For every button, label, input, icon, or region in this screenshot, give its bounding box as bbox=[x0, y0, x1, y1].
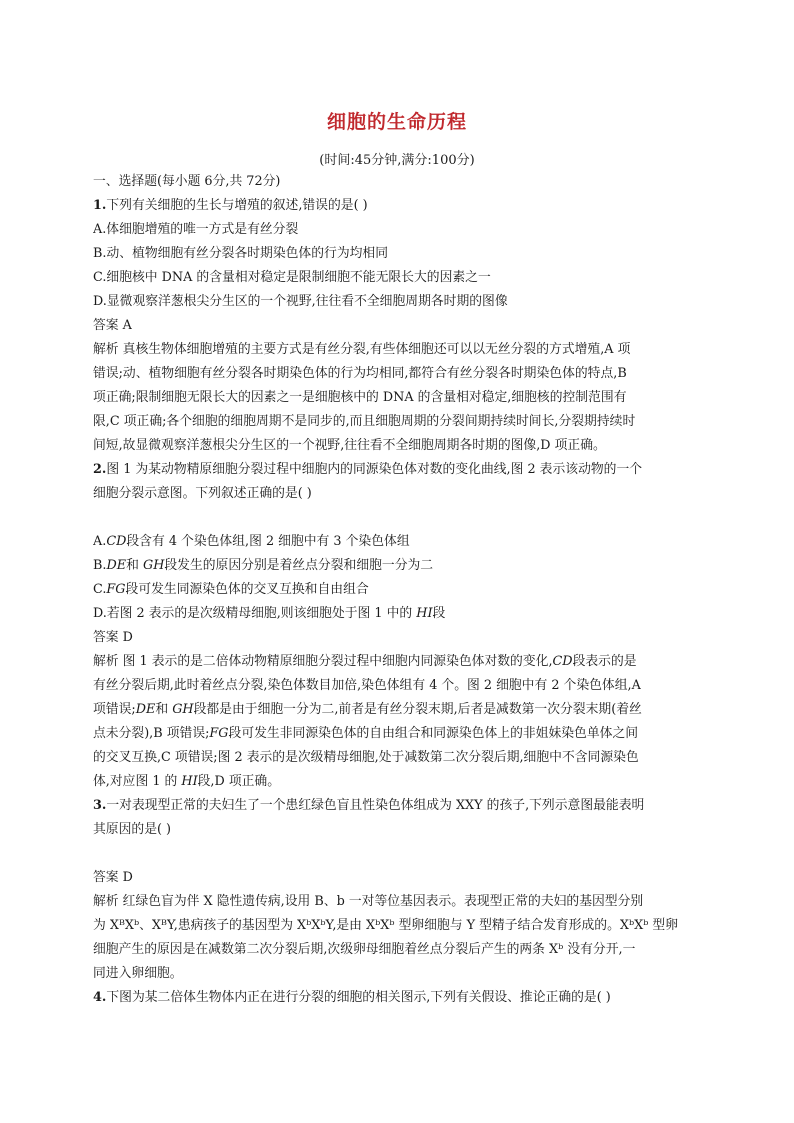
question-1-analysis-line: 间短,故显微观察洋葱根尖分生区的一个视野,往往看不全细胞周期各时期的图像,D 项正确。 bbox=[93, 438, 606, 453]
question-3-analysis-line: 为 XᴮXᵇ、XᴮY,患病孩子的基因型为 XᵇXᵇY,是由 XᵇXᵇ 型卵细胞与 Y 型精子结合发育形成的。XᵇXᵇ 型卵 bbox=[93, 918, 679, 933]
question-1-answer: 答案 A bbox=[93, 318, 132, 333]
question-2-option-a: A.CD段含有 4 个染色体组,图 2 细胞中有 3 个染色体组 bbox=[93, 534, 410, 549]
question-text: 下图为某二倍体生物体内正在进行分裂的细胞的相关图示,下列有关假设、推论正确的是( ) bbox=[106, 990, 611, 1005]
figure-space bbox=[93, 842, 705, 866]
question-3-analysis-line: 细胞产生的原因是在减数第二次分裂后期,次级卵母细胞着丝点分裂后产生的两条 Xᵇ 没有分开,一 bbox=[93, 942, 636, 957]
question-number: 3. bbox=[93, 798, 107, 813]
question-1-analysis-line: 错误;动、植物细胞有丝分裂各时期染色体的行为均相同,都符合有丝分裂各时期染色体的特点,B bbox=[93, 366, 627, 381]
question-2-analysis-line: 项错误;DE和 GH段都是由于细胞一分为二,前者是有丝分裂末期,后者是减数第一次分裂末期(着丝 bbox=[93, 702, 642, 717]
question-1-option-a: A.体细胞增殖的唯一方式是有丝分裂 bbox=[93, 222, 299, 237]
question-1-analysis-line: 项正确;限制细胞无限长大的因素之一是细胞核中的 DNA 的含量相对稳定,细胞核的控制范围有 bbox=[93, 390, 627, 405]
question-2-analysis-line: 点未分裂),B 项错误;FG段可发生非同源染色体的自由组合和同源染色体上的非姐妹染色单体之间 bbox=[93, 726, 639, 741]
document-body bbox=[93, 170, 705, 1010]
question-3-stem bbox=[93, 794, 705, 818]
question-1-option-b: B.动、植物细胞有丝分裂各时期染色体的行为均相同 bbox=[93, 246, 389, 261]
question-1-option-c: C.细胞核中 DNA 的含量相对稳定是限制细胞不能无限长大的因素之一 bbox=[93, 270, 491, 285]
question-2-analysis-line: 体,对应图 1 的 HI段,D 项正确。 bbox=[93, 774, 281, 789]
figure-space bbox=[93, 506, 705, 530]
page-subtitle: (时间:45分钟,满分:100分) bbox=[319, 153, 475, 168]
question-2-option-c: C.FG段可发生同源染色体的交叉互换和自由组合 bbox=[93, 582, 369, 597]
question-3-analysis-line: 解析 红绿色盲为伴 X 隐性遗传病,设用 B、b 一对等位基因表示。表现型正常的夫妇的基因型分别 bbox=[93, 894, 644, 909]
question-2-analysis-line: 解析 图 1 表示的是二倍体动物精原细胞分裂过程中细胞内同源染色体对数的变化,CD段表示的是 bbox=[93, 654, 637, 669]
question-1-option-d: D.显微观察洋葱根尖分生区的一个视野,往往看不全细胞周期各时期的图像 bbox=[93, 294, 508, 309]
question-2-analysis-line: 有丝分裂后期,此时着丝点分裂,染色体数目加倍,染色体组有 4 个。图 2 细胞中有 2 个染色体组,A bbox=[93, 678, 641, 693]
question-number: 4. bbox=[93, 990, 107, 1005]
question-text: 下列有关细胞的生长与增殖的叙述,错误的是( ) bbox=[106, 198, 368, 213]
question-text: 图 1 为某动物精原细胞分裂过程中细胞内的同源染色体对数的变化曲线,图 2 表示该动物的一个 bbox=[106, 462, 643, 477]
question-number: 2. bbox=[93, 462, 107, 477]
question-3-analysis-line: 同进入卵细胞。 bbox=[93, 966, 183, 981]
question-2-option-d: D.若图 2 表示的是次级精母细胞,则该细胞处于图 1 中的 HI段 bbox=[93, 606, 446, 621]
question-4-stem bbox=[93, 986, 705, 1010]
question-2-stem-continued: 细胞分裂示意图。下列叙述正确的是( ) bbox=[93, 486, 312, 501]
question-2-analysis-line: 的交叉互换,C 项错误;图 2 表示的是次级精母细胞,处于减数第二次分裂后期,细胞中不含同源染色 bbox=[93, 750, 639, 765]
question-1-stem bbox=[93, 194, 705, 218]
question-2-stem bbox=[93, 458, 705, 482]
question-2-answer: 答案 D bbox=[93, 630, 133, 645]
page-title: 细胞的生命历程 bbox=[326, 111, 467, 133]
question-1-analysis-line: 限,C 项正确;各个细胞的细胞周期不是同步的,而且细胞周期的分裂间期持续时间长,分裂期持续时 bbox=[93, 414, 636, 429]
question-number: 1. bbox=[93, 198, 107, 213]
question-3-answer: 答案 D bbox=[93, 870, 133, 885]
question-3-stem-continued: 其原因的是( ) bbox=[93, 822, 172, 837]
question-1-analysis-line: 解析 真核生物体细胞增殖的主要方式是有丝分裂,有些体细胞还可以以无丝分裂的方式增殖,A 项 bbox=[93, 342, 631, 357]
question-2-option-b: B.DE和 GH段发生的原因分别是着丝点分裂和细胞一分为二 bbox=[93, 558, 434, 573]
question-text: 一对表现型正常的夫妇生了一个患红绿色盲且性染色体组成为 XXY 的孩子,下列示意图最能表明 bbox=[106, 798, 645, 813]
section-heading: 一、选择题(每小题 6分,共 72分) bbox=[93, 174, 281, 189]
